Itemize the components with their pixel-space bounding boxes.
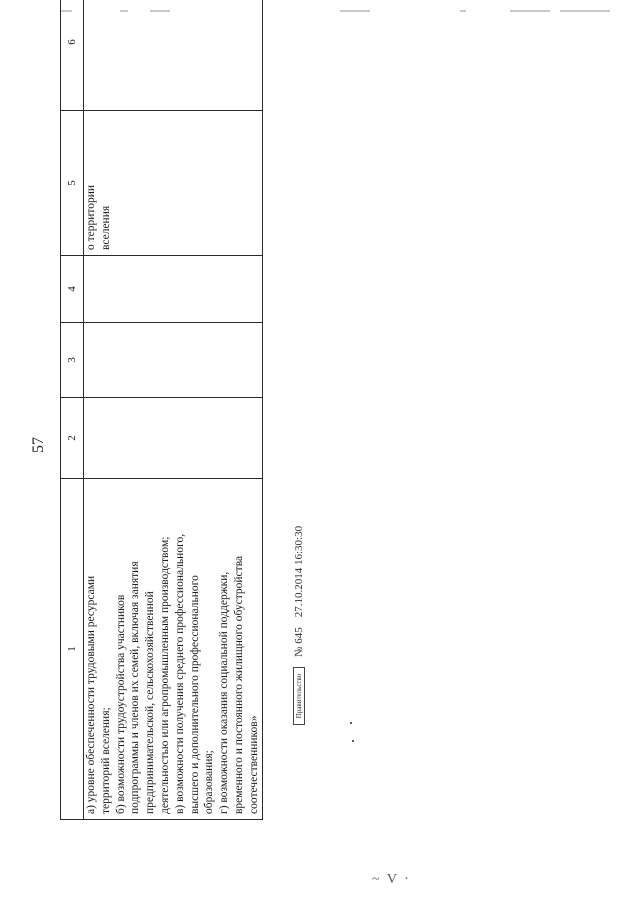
scan-speck	[350, 722, 352, 724]
table-header-cell: 1	[61, 479, 84, 820]
data-table	[60, 0, 263, 820]
table-cell	[84, 256, 263, 323]
stamp-datetime: 27.10.2014 16:30:30	[293, 525, 305, 618]
table-header-cell: 6	[61, 0, 84, 111]
table-header-cell: 4	[61, 256, 84, 323]
handwritten-mark: ~ V ·	[372, 872, 411, 887]
stamp-logo: Правительство	[293, 667, 305, 725]
text-line: образования;	[203, 750, 216, 814]
scan-noise	[340, 10, 370, 12]
text-line: подпрограммы и членов их семей, включая занятия	[129, 561, 142, 814]
registration-stamp	[293, 526, 305, 725]
text-line: г) возможности оказания социальной поддержки,	[218, 571, 231, 814]
text-line: предпринимательской, сельскохозяйственной	[144, 591, 157, 814]
table-header-cell: 5	[61, 111, 84, 256]
rotated-page-content	[30, 39, 330, 820]
text-line: вселения	[99, 205, 112, 250]
table-cell-criteria	[84, 479, 263, 820]
scan-speck	[352, 740, 354, 742]
text-line: деятельностью или агропромышленным производством;	[158, 536, 171, 814]
text-line: временного и постоянного жилищного обустройства	[232, 555, 245, 814]
text-line: о территории	[85, 184, 97, 250]
text-line: соотечественников»	[247, 715, 260, 814]
table-header-cell: 2	[61, 398, 84, 479]
table-header-cell: 3	[61, 323, 84, 398]
stamp-doc-number: № 645	[293, 627, 305, 657]
table-cell-territory	[84, 111, 263, 256]
text-line: в) возможности получения среднего профессионального,	[173, 533, 186, 814]
scan-noise	[560, 10, 610, 12]
table-cell	[84, 323, 263, 398]
scan-noise	[460, 10, 466, 12]
table-cell	[84, 0, 263, 111]
table-cell	[84, 398, 263, 479]
text-line: территорий вселения;	[99, 707, 112, 814]
table-header-row	[61, 0, 84, 820]
table-row	[84, 0, 263, 820]
text-line: а) уровне обеспеченности трудовыми ресурсами	[85, 575, 97, 814]
text-line: высшего и дополнительного профессионального	[188, 575, 201, 814]
page-number: 57	[30, 437, 47, 453]
scan-noise	[510, 10, 550, 12]
text-line: б) возможности трудоустройства участников	[114, 594, 127, 814]
